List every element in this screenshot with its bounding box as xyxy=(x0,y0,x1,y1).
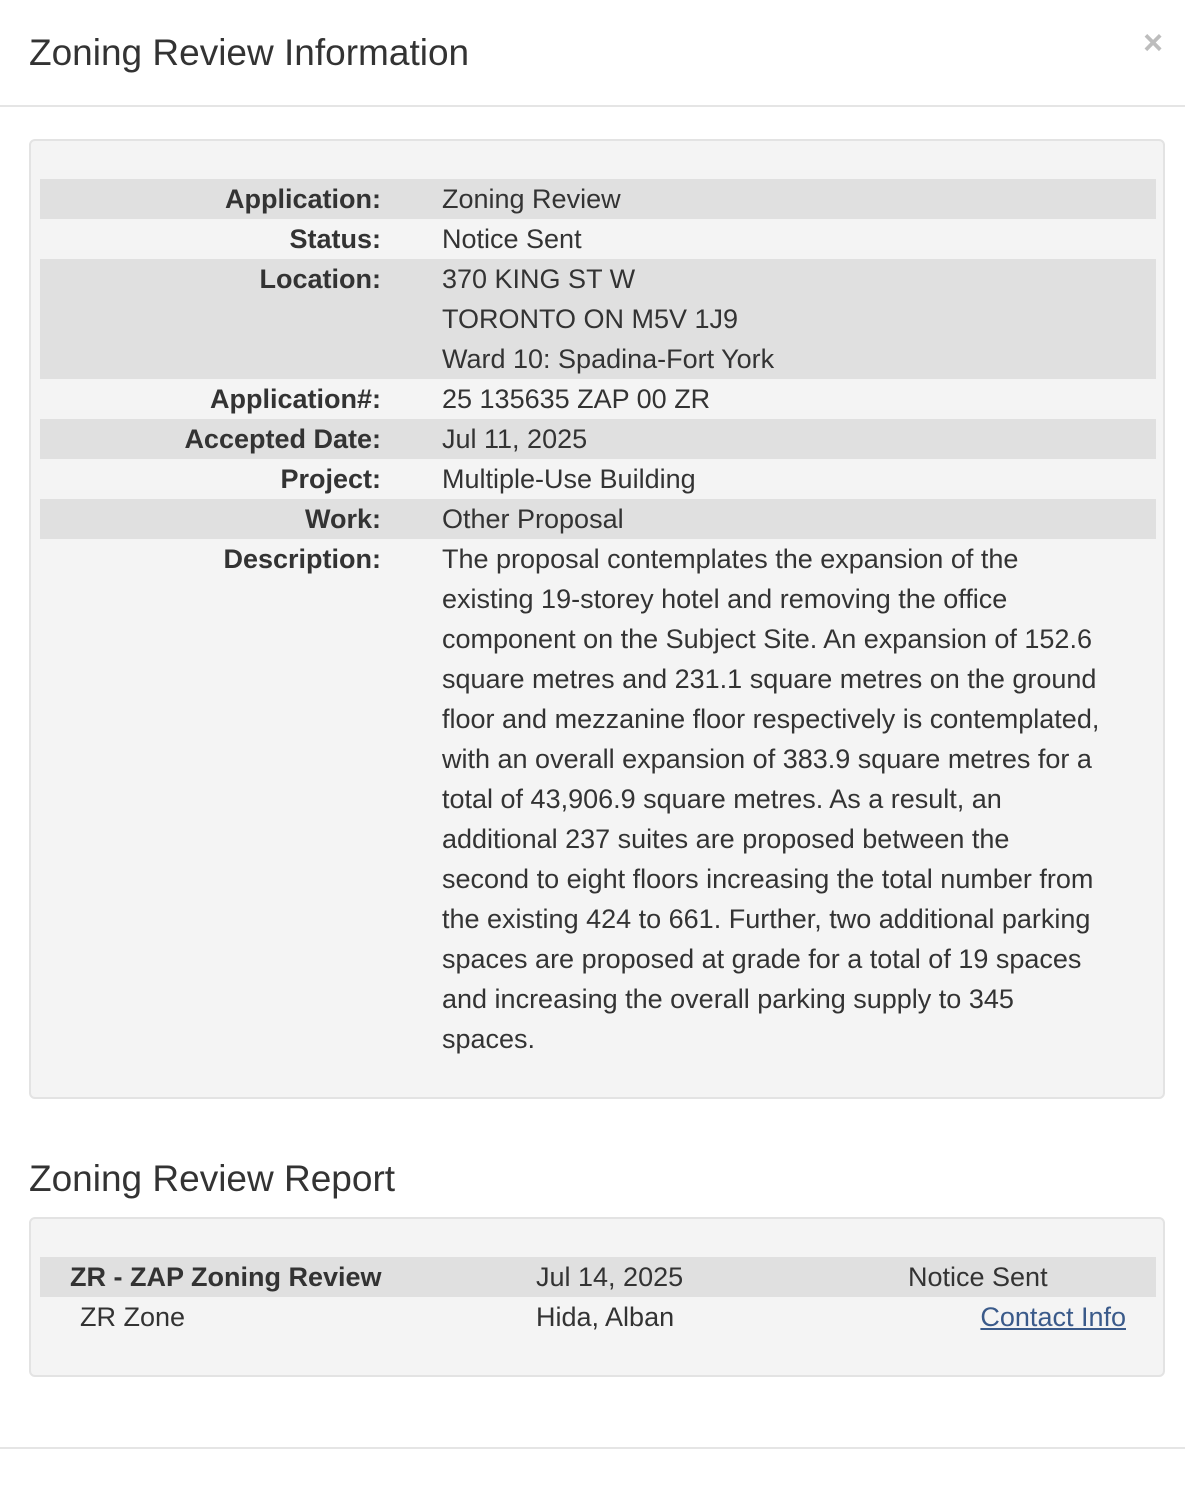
review-name: ZR - ZAP Zoning Review xyxy=(70,1262,382,1292)
info-row-location xyxy=(40,259,1156,379)
status-label: Status: xyxy=(289,224,381,254)
work-value: Other Proposal xyxy=(442,504,624,534)
modal-footer-divider xyxy=(0,1447,1185,1449)
application-number-value: 25 135635 ZAP 00 ZR xyxy=(442,384,711,414)
location-label: Location: xyxy=(259,264,381,294)
location-value xyxy=(442,259,1156,379)
info-row-application xyxy=(40,179,1156,219)
report-table xyxy=(40,1257,1156,1337)
description-label: Description: xyxy=(223,544,381,574)
contact-info-link[interactable]: Contact Info xyxy=(980,1302,1126,1332)
report-row-zone xyxy=(40,1297,1156,1337)
description-line: second to eight floors increasing the total number from xyxy=(442,864,1094,894)
close-icon[interactable]: × xyxy=(1143,24,1163,62)
reviewer-name: Hida, Alban xyxy=(536,1302,675,1332)
review-date: Jul 14, 2025 xyxy=(536,1262,684,1292)
info-row-application-number xyxy=(40,379,1156,419)
application-label: Application: xyxy=(225,184,381,214)
accepted-date-value: Jul 11, 2025 xyxy=(442,424,588,454)
info-row-project xyxy=(40,459,1156,499)
description-line: floor and mezzanine floor respectively is contemplated, xyxy=(442,704,1100,734)
report-row-review xyxy=(40,1257,1156,1297)
info-row-accepted-date xyxy=(40,419,1156,459)
status-value: Notice Sent xyxy=(442,224,582,254)
description-line: additional 237 suites are proposed between the xyxy=(442,824,1010,854)
report-section-title: Zoning Review Report xyxy=(29,1158,396,1199)
project-label: Project: xyxy=(280,464,381,494)
application-info-table xyxy=(40,179,1156,1059)
application-info-panel xyxy=(29,139,1165,1099)
location-street: 370 KING ST W xyxy=(442,264,636,294)
project-value: Multiple-Use Building xyxy=(442,464,696,494)
info-row-description xyxy=(40,539,1156,1059)
application-number-label: Application#: xyxy=(209,384,381,414)
location-ward: Ward 10: Spadina-Fort York xyxy=(442,344,775,374)
description-line: The proposal contemplates the expansion of the xyxy=(442,544,1019,574)
modal-header xyxy=(0,0,1185,107)
review-status: Notice Sent xyxy=(908,1262,1048,1292)
description-line: with an overall expansion of 383.9 square metres for a xyxy=(442,744,1092,774)
description-line: total of 43,906.9 square metres. As a result, an xyxy=(442,784,1002,814)
info-row-status xyxy=(40,219,1156,259)
description-line: spaces. xyxy=(442,1024,536,1054)
info-row-work xyxy=(40,499,1156,539)
description-line: component on the Subject Site. An expansion of 152.6 xyxy=(442,624,1092,654)
description-line: the existing 424 to 661. Further, two additional parking xyxy=(442,904,1091,934)
work-label: Work: xyxy=(304,504,381,534)
description-line: spaces are proposed at grade for a total of 19 spaces xyxy=(442,944,1082,974)
zone-name: ZR Zone xyxy=(80,1302,186,1332)
application-value: Zoning Review xyxy=(442,184,621,214)
accepted-date-label: Accepted Date: xyxy=(184,424,381,454)
report-panel xyxy=(29,1217,1165,1377)
location-city: TORONTO ON M5V 1J9 xyxy=(442,304,739,334)
modal-title: Zoning Review Information xyxy=(29,32,470,73)
description-line: existing 19-storey hotel and removing the office xyxy=(442,584,1008,614)
description-line: and increasing the overall parking supply to 345 xyxy=(442,984,1014,1014)
description-line: square metres and 231.1 square metres on the ground xyxy=(442,664,1097,694)
description-value xyxy=(442,539,1156,1059)
